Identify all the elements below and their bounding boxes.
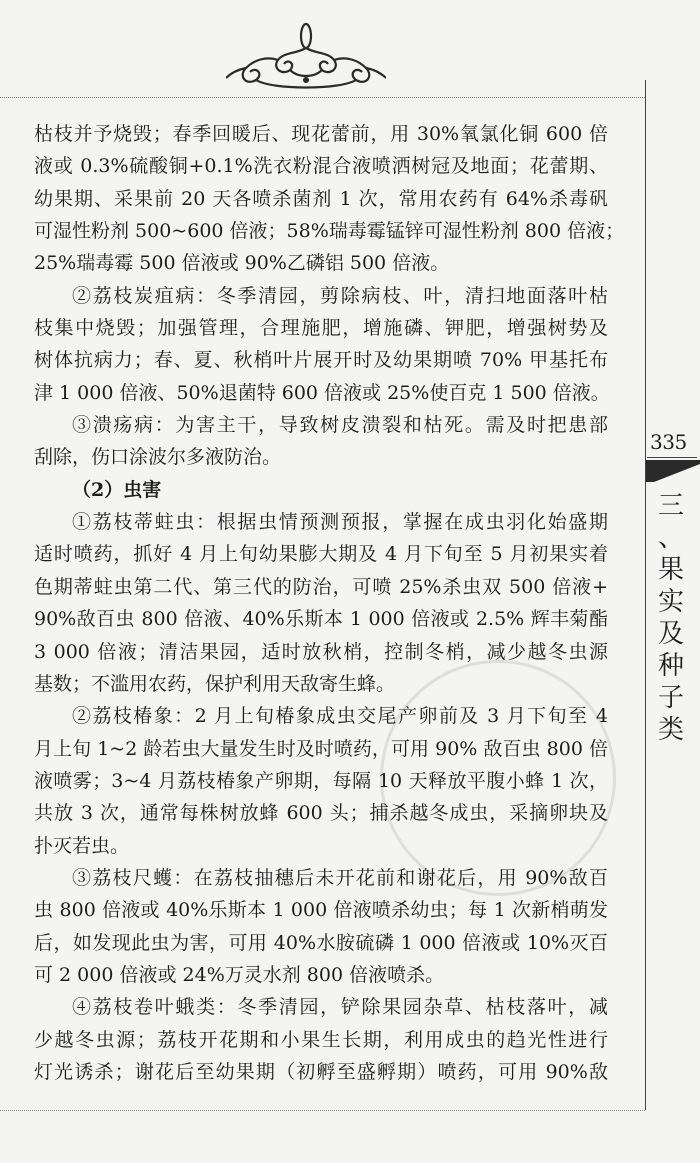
section-tab-char: 子 — [657, 683, 684, 713]
text-line: 枝集中烧毁；加强管理，合理施肥，增施磷、钾肥，增强树势及 — [34, 317, 608, 340]
text-line: ④荔枝卷叶蛾类：冬季清园，铲除果园杂草、枯枝落叶，减 — [72, 996, 608, 1019]
text-line: ③荔枝尺蠖：在荔枝抽穗后未开花前和谢花后，用 90%敌百 — [72, 866, 608, 889]
text-line: 津 1 000 倍液、50%退菌特 600 倍液或 25%使百克 1 500 倍液。 — [34, 381, 610, 404]
page-number: 335 — [650, 430, 687, 454]
section-tab-char: 类 — [657, 715, 684, 745]
section-tab — [648, 490, 694, 746]
section-tab-wedge-icon — [646, 460, 700, 482]
sub-heading: （2）虫害 — [72, 478, 162, 501]
text-line: 枯枝并予烧毁；春季回暖后、现花蕾前，用 30%氧氯化铜 600 倍 — [34, 123, 608, 145]
section-tab-char: 三 — [657, 491, 684, 521]
text-line: 色期蒂蛀虫第二代、第三代的防治，可喷 25%杀虫双 500 倍液+ — [34, 575, 608, 598]
header-divider — [0, 97, 645, 98]
text-line: 灯光诱杀；谢花后至幼果期（初孵至盛孵期）喷药，可用 90%敌 — [34, 1060, 608, 1083]
text-line: 树体抗病力；春、夏、秋梢叶片展开时及幼果期喷 70% 甲基托布 — [34, 349, 608, 372]
section-tab-char: 、 — [657, 523, 684, 553]
sidebar-divider — [645, 80, 646, 1110]
text-line: 月上旬 1~2 龄若虫大量发生时及时喷药，可用 90% 敌百虫 800 倍 — [34, 737, 608, 760]
text-line: 液喷雾；3~4 月荔枝椿象产卵期，每隔 10 天释放平腹小蜂 1 次， — [34, 769, 608, 792]
text-line: 后，如发现此虫为害，可用 40%水胺硫磷 1 000 倍液或 10%灭百 — [34, 931, 608, 954]
section-tab-char: 实 — [657, 587, 684, 617]
text-line: 刮除，伤口涂波尔多液防治。 — [34, 446, 282, 469]
section-tab-char: 果 — [657, 555, 684, 585]
section-tab-char: 及 — [657, 619, 684, 649]
text-line: ②荔枝炭疽病：冬季清园，剪除病枝、叶，清扫地面落叶枯 — [72, 284, 608, 307]
scroll-ornament-icon — [226, 14, 386, 98]
text-line: ②荔枝椿象：2 月上旬椿象成虫交尾产卵前及 3 月下旬至 4 — [72, 705, 608, 728]
text-line: 可 2 000 倍液或 24%万灵水剂 800 倍液喷杀。 — [34, 963, 445, 986]
text-line: 25%瑞毒霉 500 倍液或 90%乙磷铝 500 倍液。 — [34, 252, 450, 275]
text-line: 扑灭若虫。 — [34, 834, 130, 857]
page-number-rule — [647, 457, 697, 458]
text-line: 共放 3 次，通常每株树放蜂 600 头；捕杀越冬成虫，采摘卵块及 — [34, 802, 608, 825]
text-line: 3 000 倍液；清洁果园，适时放秋梢，控制冬梢，减少越冬虫源 — [34, 640, 608, 663]
text-line: 可湿性粉剂 500~600 倍液；58%瑞毒霉锰锌可湿性粉剂 800 倍液； — [34, 220, 625, 243]
text-line: 基数；不滥用农药，保护利用天敌寄生蜂。 — [34, 672, 396, 695]
body-text — [34, 118, 625, 1088]
footer-divider — [0, 1110, 645, 1111]
text-line: 少越冬虫源；荔枝开花期和小果生长期，利用成虫的趋光性进行 — [34, 1028, 608, 1051]
text-line: 幼果期、采果前 20 天各喷杀菌剂 1 次，常用农药有 64%杀毒矾 — [34, 187, 608, 210]
section-tab-char: 种 — [657, 651, 684, 681]
text-line: ①荔枝蒂蛀虫：根据虫情预测预报，掌握在成虫羽化始盛期 — [72, 511, 608, 534]
text-line: 液或 0.3%硫酸铜+0.1%洗衣粉混合液喷洒树冠及地面；花蕾期、 — [34, 155, 608, 178]
text-line: ③溃疡病：为害主干，导致树皮溃裂和枯死。需及时把患部 — [72, 414, 608, 437]
text-line: 90%敌百虫 800 倍液、40%乐斯本 1 000 倍液或 2.5% 辉丰菊酯 — [34, 608, 608, 631]
text-line: 适时喷药，抓好 4 月上旬幼果膨大期及 4 月下旬至 5 月初果实着 — [34, 543, 608, 566]
text-line: 虫 800 倍液或 40%乐斯本 1 000 倍液喷杀幼虫；每 1 次新梢萌发 — [34, 899, 608, 922]
